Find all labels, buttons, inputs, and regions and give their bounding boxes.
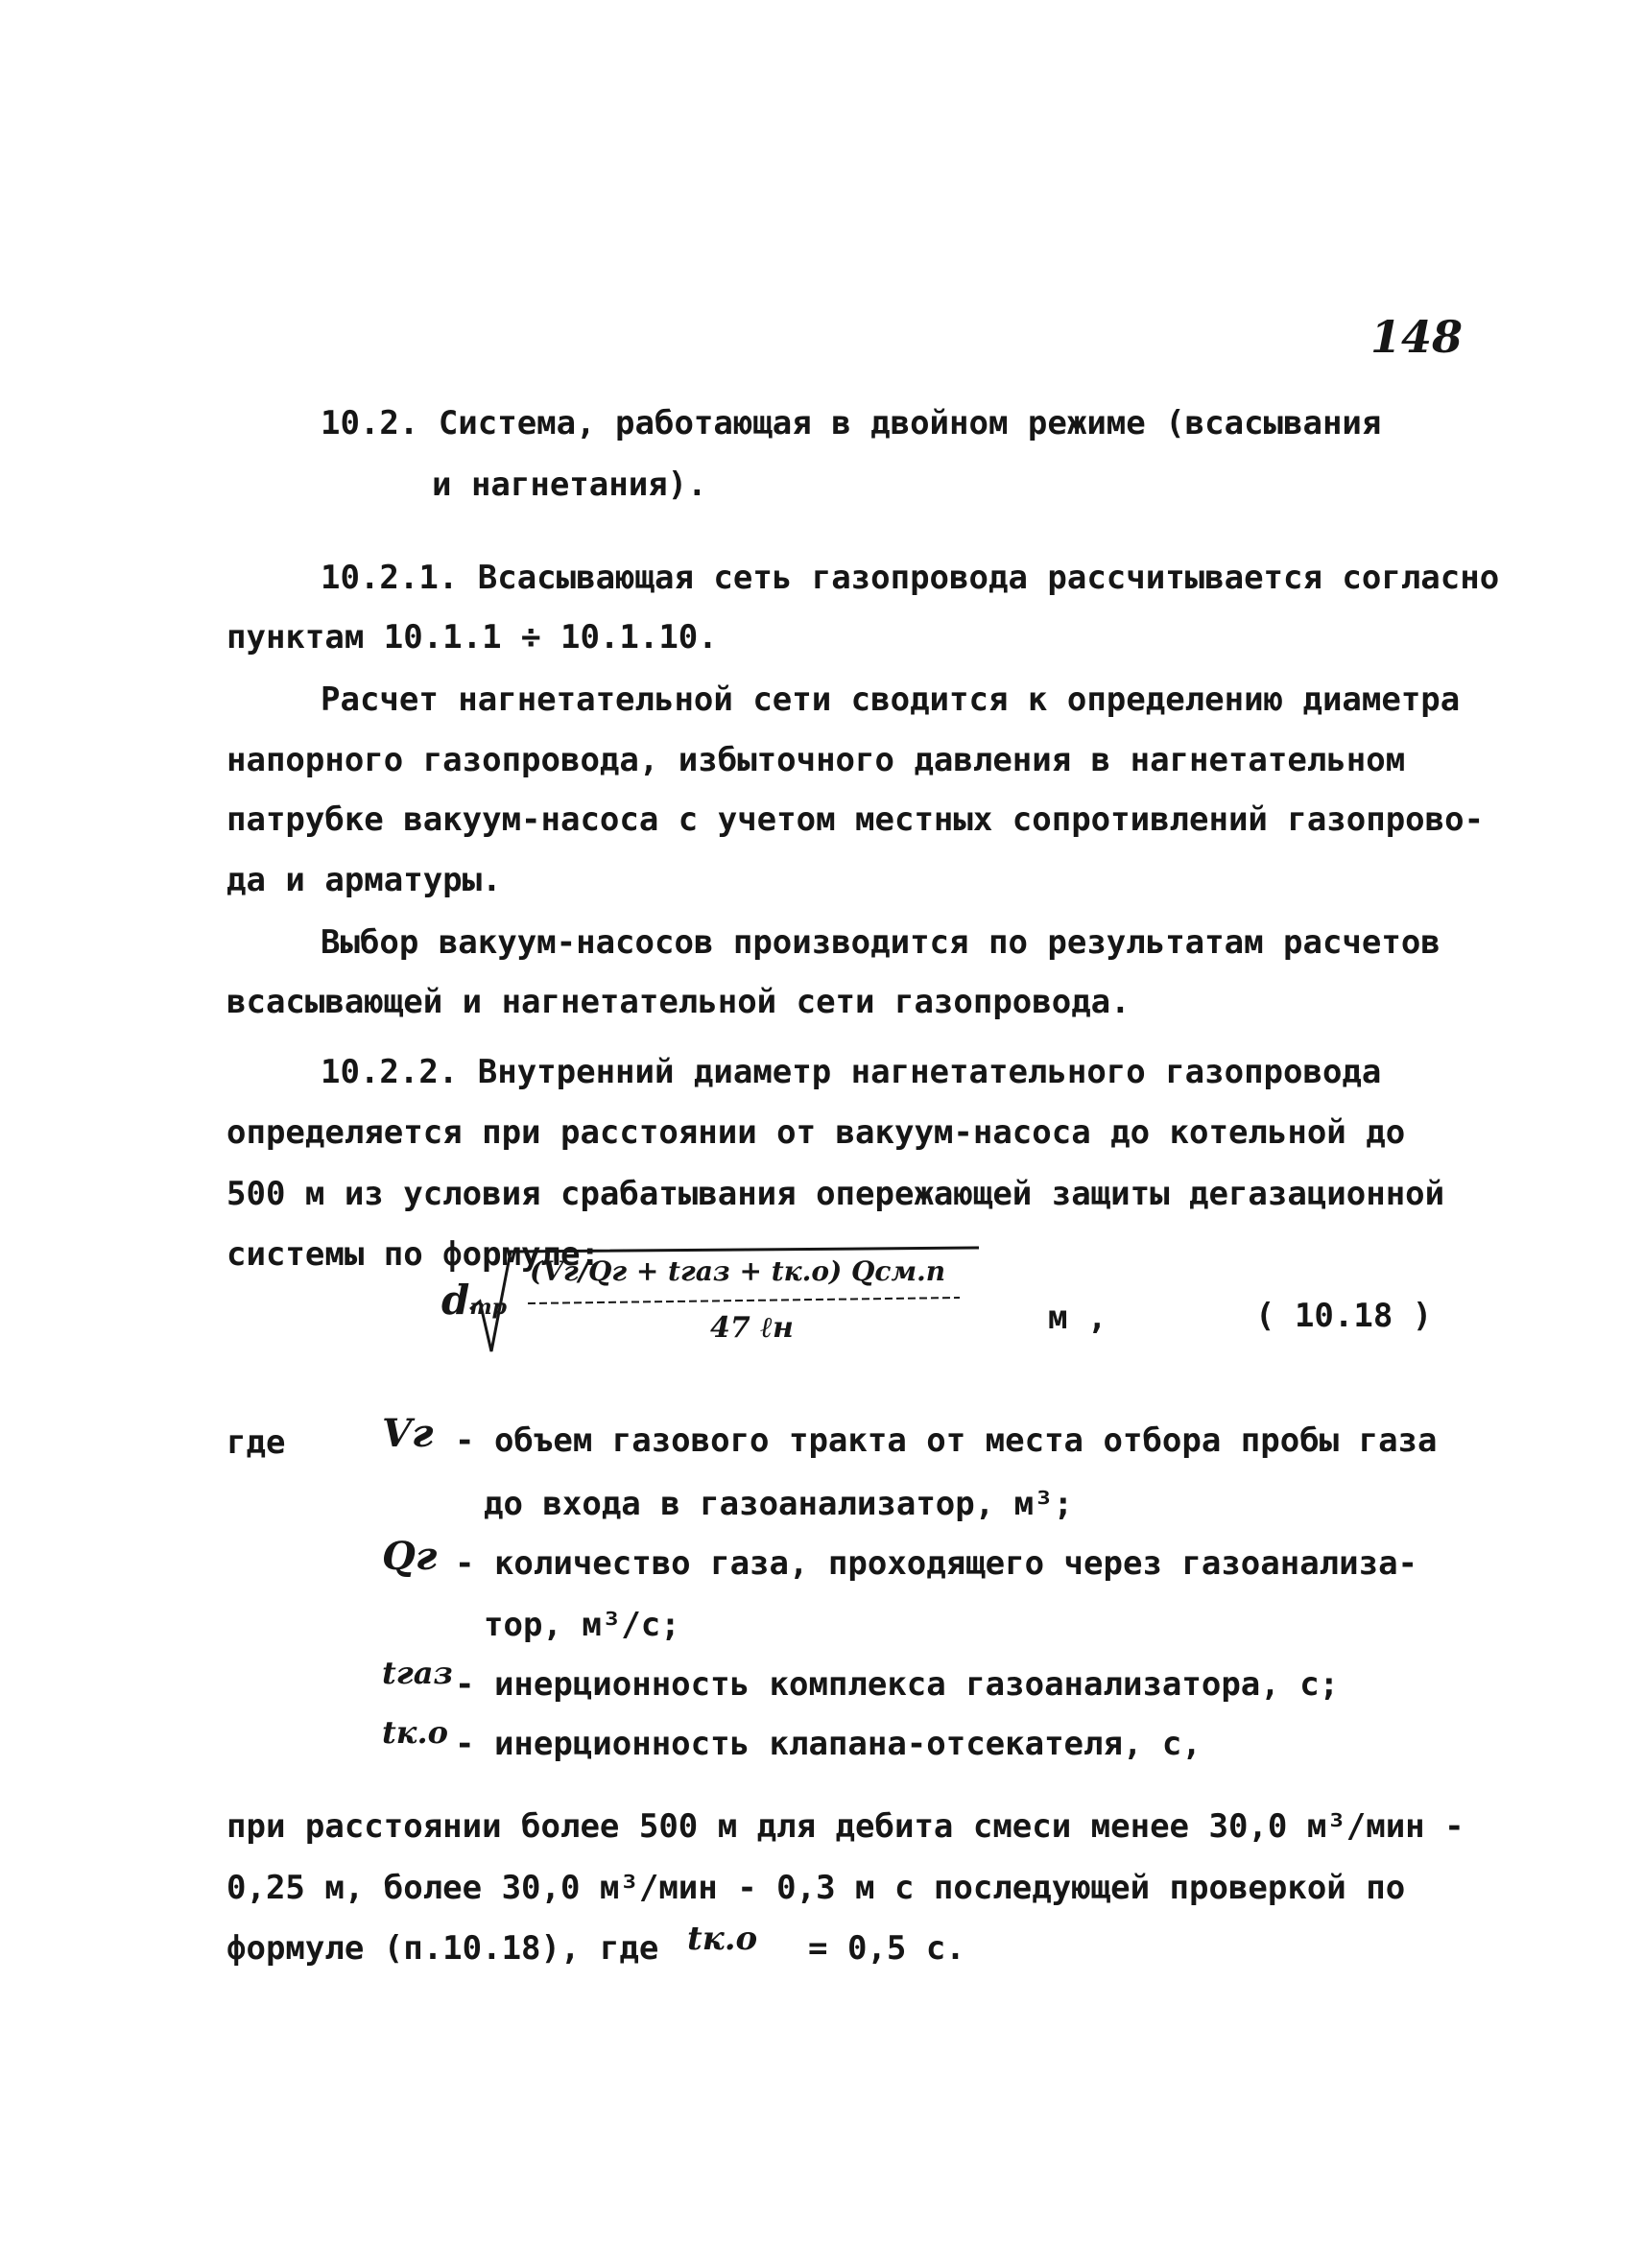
- section-heading: 10.2. Система, работающая в двойном режиме (всасывания: [321, 404, 1382, 442]
- definition-text: - объем газового тракта от места отбора пробы газа: [455, 1421, 1438, 1460]
- definition-text: - инерционность клапана-отсекателя, с,: [455, 1725, 1202, 1763]
- paragraph-line: да и арматуры.: [226, 861, 502, 899]
- closing-value: = 0,5 с.: [808, 1929, 965, 1968]
- definition-text: - количество газа, проходящего через газоанализа-: [455, 1544, 1418, 1583]
- paragraph-line: пунктам 10.1.1 ÷ 10.1.10.: [226, 618, 718, 657]
- paragraph-line: 10.2.2. Внутренний диаметр нагнетательного газопровода: [321, 1053, 1382, 1091]
- formula-denominator: 47 ℓн: [710, 1311, 794, 1345]
- formula-numerator: (Vг/Qг + tгаз + tк.о) Qсм.п: [530, 1255, 946, 1287]
- definition-symbol: Vг: [382, 1411, 434, 1456]
- section-heading-cont: и нагнетания).: [432, 466, 707, 504]
- definition-text: - инерционность комплекса газоанализатора, с;: [455, 1665, 1340, 1704]
- formula-lhs: dтр: [441, 1277, 508, 1324]
- where-label: где: [226, 1423, 286, 1462]
- closing-line: формуле (п.10.18), где: [226, 1929, 659, 1968]
- paragraph-line: Выбор вакуум-насосов производится по результатам расчетов: [321, 923, 1441, 962]
- definition-text: до входа в газоанализатор, м³;: [484, 1485, 1074, 1523]
- page-number: 148: [1370, 311, 1464, 363]
- formula-unit: м ,: [1048, 1299, 1107, 1337]
- formula-number: ( 10.18 ): [1255, 1297, 1433, 1335]
- radical-sign: [441, 1234, 1036, 1369]
- paragraph-line: 500 м из условия срабатывания опережающей защиты дегазационной: [226, 1175, 1445, 1213]
- paragraph-line: Расчет нагнетательной сети сводится к определению диаметра: [321, 680, 1461, 719]
- definition-symbol: tгаз: [382, 1655, 453, 1691]
- paragraph-line: системы по формуле:: [226, 1235, 600, 1274]
- formula: [441, 1234, 1036, 1369]
- definition-symbol: tк.о: [382, 1714, 448, 1751]
- paragraph-line: определяется при расстоянии от вакуум-насоса до котельной до: [226, 1113, 1406, 1152]
- definition-symbol: Qг: [382, 1534, 438, 1579]
- closing-line: 0,25 м, более 30,0 м³/мин - 0,3 м с последующей проверкой по: [226, 1869, 1406, 1907]
- closing-symbol: tк.о: [687, 1920, 758, 1958]
- paragraph-line: патрубке вакуум-насоса с учетом местных сопротивлений газопрово-: [226, 800, 1485, 839]
- definition-text: тор, м³/с;: [484, 1606, 680, 1644]
- paragraph-line: всасывающей и нагнетательной сети газопровода.: [226, 983, 1131, 1021]
- paragraph-line: напорного газопровода, избыточного давления в нагнетательном: [226, 741, 1406, 779]
- closing-line: при расстоянии более 500 м для дебита смеси менее 30,0 м³/мин -: [226, 1807, 1464, 1846]
- paragraph-line: 10.2.1. Всасывающая сеть газопровода рассчитывается согласно: [321, 559, 1500, 597]
